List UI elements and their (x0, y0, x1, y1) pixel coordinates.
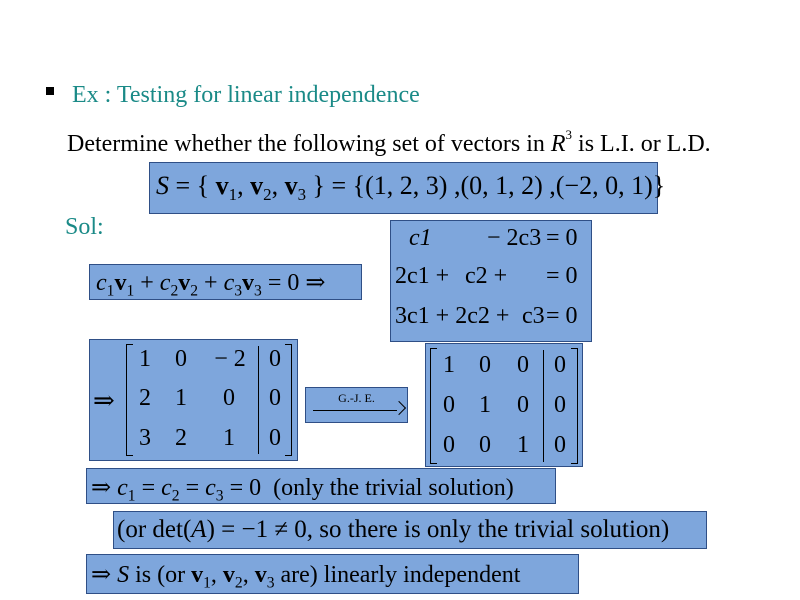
linear-combination-equation: $c_1v_1 + c_2v_2 + c_3v_3 = 0$ ⇒ (96, 270, 326, 300)
prompt-r: R (550, 131, 566, 157)
set-equation: S = { $v_1$, $v_2$, $v_3$ } = {(1, 2, 3) ,(0, 1, 2) ,(−2, 0, 1)} (156, 171, 666, 204)
conclusion-statement: ⇒ S is (or $v_1$, $v_2$, $v_3$ are) linearly independent (91, 562, 521, 592)
prompt-r-exponent: 3 (565, 127, 573, 142)
system-row: 2c1 + c2 + = 0 (395, 263, 578, 289)
gje-label: G.-J. E. (338, 391, 375, 405)
prompt-text: Determine whether the following set of vectors in (67, 131, 545, 157)
trivial-solution-equation: ⇒ $c_1 = c_2 = c_3 = 0$ (only the trivial solution) (91, 475, 514, 505)
bullet-marker (46, 87, 54, 95)
linear-combination-box (89, 264, 362, 300)
prompt-tail: is L.I. or L.D. (578, 131, 711, 157)
conclusion-box (86, 554, 579, 594)
reduced-matrix-box (425, 343, 583, 467)
augmented-matrix-box (89, 339, 298, 461)
determinant-note: (or det(A) = −1 ≠ 0, so there is only the trivial solution) (117, 516, 670, 543)
gauss-jordan-arrow-box (305, 387, 408, 423)
problem-statement (67, 127, 711, 158)
solution-label: Sol: (65, 214, 104, 240)
system-row: 3c1 + 2c2 + c3 = 0 (395, 303, 578, 329)
augmented-matrix: 1 0 − 2 0 2 1 0 0 3 2 1 0 (126, 344, 292, 456)
example-title: Ex : Testing for linear independence (72, 82, 420, 108)
linear-system-box (390, 220, 592, 342)
system-row: c1 − 2c3 = 0 (409, 225, 578, 251)
implies-arrow: ⇒ (93, 386, 115, 415)
trivial-solution-box (86, 468, 556, 504)
right-arrow-icon (313, 410, 397, 411)
determinant-note-box (113, 511, 707, 549)
reduced-matrix: 1 0 0 0 0 1 0 0 0 0 1 0 (430, 348, 578, 464)
set-definition-box (149, 162, 666, 214)
